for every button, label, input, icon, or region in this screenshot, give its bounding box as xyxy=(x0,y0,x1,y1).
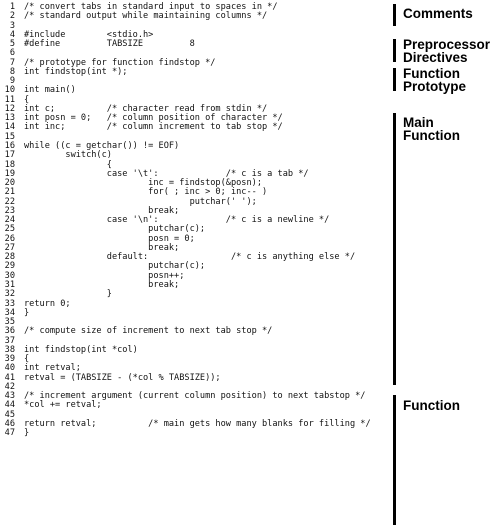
code-text: posn++; xyxy=(24,270,185,281)
line-number: 4 xyxy=(9,29,15,40)
line-number: 13 xyxy=(4,113,15,124)
code-text: /* prototype for function findstop */ xyxy=(24,57,216,68)
line-number: 47 xyxy=(4,428,15,439)
line-number: 5 xyxy=(9,39,15,50)
code-line xyxy=(0,309,392,318)
line-number: 25 xyxy=(4,224,15,235)
line-number: 1 xyxy=(9,2,15,12)
code-line xyxy=(0,86,392,95)
bracket-main-function xyxy=(393,113,396,385)
line-number: 39 xyxy=(4,354,15,365)
code-text: posn = 0; xyxy=(24,233,195,244)
line-number: 29 xyxy=(4,261,15,272)
code-text: int findstop(int *); xyxy=(24,66,128,77)
code-text xyxy=(15,133,24,142)
code-line xyxy=(0,40,392,49)
line-number: 14 xyxy=(4,122,15,133)
label-comments: Comments xyxy=(403,6,473,21)
line-number: 32 xyxy=(4,289,15,300)
line-number: 40 xyxy=(4,363,15,374)
line-number: 20 xyxy=(4,178,15,189)
code-text xyxy=(15,22,24,31)
line-number: 33 xyxy=(4,298,15,309)
code-text: retval = (TABSIZE - (*col % TABSIZE)); xyxy=(24,372,221,383)
line-number: 44 xyxy=(4,400,15,411)
line-number: 36 xyxy=(4,326,15,337)
line-number: 8 xyxy=(9,66,15,77)
code-text: /* standard output while maintaining columns */ xyxy=(24,11,268,22)
line-number: 26 xyxy=(4,233,15,244)
code-text: putchar(c); xyxy=(24,224,206,235)
code-line xyxy=(0,12,392,21)
code-text: case '\n': /* c is a newline */ xyxy=(24,215,330,226)
code-text: { xyxy=(24,354,30,365)
code-text: *col += retval; xyxy=(24,400,102,411)
code-text xyxy=(15,318,24,327)
line-number: 3 xyxy=(9,20,15,31)
code-text: /* compute size of increment to next tab stop */ xyxy=(24,326,273,337)
line-number: 34 xyxy=(4,307,15,318)
code-text: break; xyxy=(24,205,180,216)
code-text: } xyxy=(24,289,112,300)
line-number: 15 xyxy=(4,131,15,142)
line-number: 24 xyxy=(4,215,15,226)
line-number: 30 xyxy=(4,270,15,281)
code-text: return retval; /* main gets how many blanks for filling */ xyxy=(24,418,371,429)
code-text xyxy=(15,383,24,392)
code-line xyxy=(0,68,392,77)
line-number: 46 xyxy=(4,418,15,429)
code-text: break; xyxy=(24,279,180,290)
code-text: #include <stdio.h> xyxy=(24,29,154,40)
line-number: 23 xyxy=(4,205,15,216)
line-number: 18 xyxy=(4,159,15,170)
line-number: 11 xyxy=(4,94,15,105)
line-number: 27 xyxy=(4,242,15,253)
line-number: 10 xyxy=(4,85,15,96)
label-prototype: Function Prototype xyxy=(403,66,467,94)
code-text: break; xyxy=(24,242,180,253)
line-number: 45 xyxy=(4,409,15,420)
code-text: /* convert tabs in standard input to spaces in */ xyxy=(24,2,278,12)
code-text: int inc; /* column increment to tab stop */ xyxy=(24,122,283,133)
label-main-function: Main Function xyxy=(403,115,460,143)
line-number: 6 xyxy=(9,48,15,59)
code-line xyxy=(0,300,392,309)
line-number: 16 xyxy=(4,140,15,151)
line-number: 31 xyxy=(4,279,15,290)
line-number: 21 xyxy=(4,187,15,198)
code-text: putchar(' '); xyxy=(24,196,257,207)
code-text: for( ; inc > 0; inc-- ) xyxy=(24,187,268,198)
line-number: 42 xyxy=(4,381,15,392)
code-text xyxy=(15,49,24,58)
code-line xyxy=(0,374,392,383)
line-number: 17 xyxy=(4,150,15,161)
line-number: 9 xyxy=(9,76,15,87)
code-text: } xyxy=(24,307,30,318)
code-text xyxy=(15,411,24,420)
code-line xyxy=(0,429,392,438)
code-line xyxy=(0,420,392,429)
code-text xyxy=(15,337,24,346)
line-number: 35 xyxy=(4,317,15,328)
code-text: { xyxy=(24,159,112,170)
line-number: 22 xyxy=(4,196,15,207)
code-text: case '\t': /* c is a tab */ xyxy=(24,168,309,179)
code-text xyxy=(15,77,24,86)
line-number: 12 xyxy=(4,103,15,114)
code-text: int main() xyxy=(24,85,76,96)
code-line xyxy=(0,346,392,355)
code-text: putchar(c); xyxy=(24,261,206,272)
code-line xyxy=(0,401,392,410)
bracket-preprocessor xyxy=(393,39,396,62)
code-text: default: /* c is anything else */ xyxy=(24,252,356,263)
code-text: switch(c) xyxy=(24,150,112,161)
bracket-comments xyxy=(393,4,396,26)
code-text: int c; /* character read from stdin */ xyxy=(24,103,268,114)
line-number: 37 xyxy=(4,335,15,346)
code-text: inc = findstop(&posn); xyxy=(24,178,262,189)
line-number: 38 xyxy=(4,344,15,355)
code-text: while ((c = getchar()) != EOF) xyxy=(24,140,180,151)
code-text: { xyxy=(24,94,30,105)
label-preprocessor: Preprocessor Directives xyxy=(403,37,491,65)
code-text: } xyxy=(24,428,30,439)
line-number: 28 xyxy=(4,252,15,263)
line-number: 41 xyxy=(4,372,15,383)
code-text: int findstop(int *col) xyxy=(24,344,138,355)
line-number: 43 xyxy=(4,391,15,402)
line-number: 7 xyxy=(9,57,15,68)
code-text: #define TABSIZE 8 xyxy=(24,39,195,50)
line-number: 2 xyxy=(9,11,15,22)
code-text: /* increment argument (current column position) to next tabstop */ xyxy=(24,391,366,402)
code-line xyxy=(0,123,392,132)
code-text: int posn = 0; /* column position of character */ xyxy=(24,113,283,124)
line-number: 19 xyxy=(4,168,15,179)
code-text: return 0; xyxy=(24,298,71,309)
code-line xyxy=(0,327,392,336)
label-function: Function xyxy=(403,398,460,413)
code-listing xyxy=(0,3,392,438)
bracket-function xyxy=(393,395,396,525)
bracket-prototype xyxy=(393,68,396,91)
code-text: int retval; xyxy=(24,363,81,374)
